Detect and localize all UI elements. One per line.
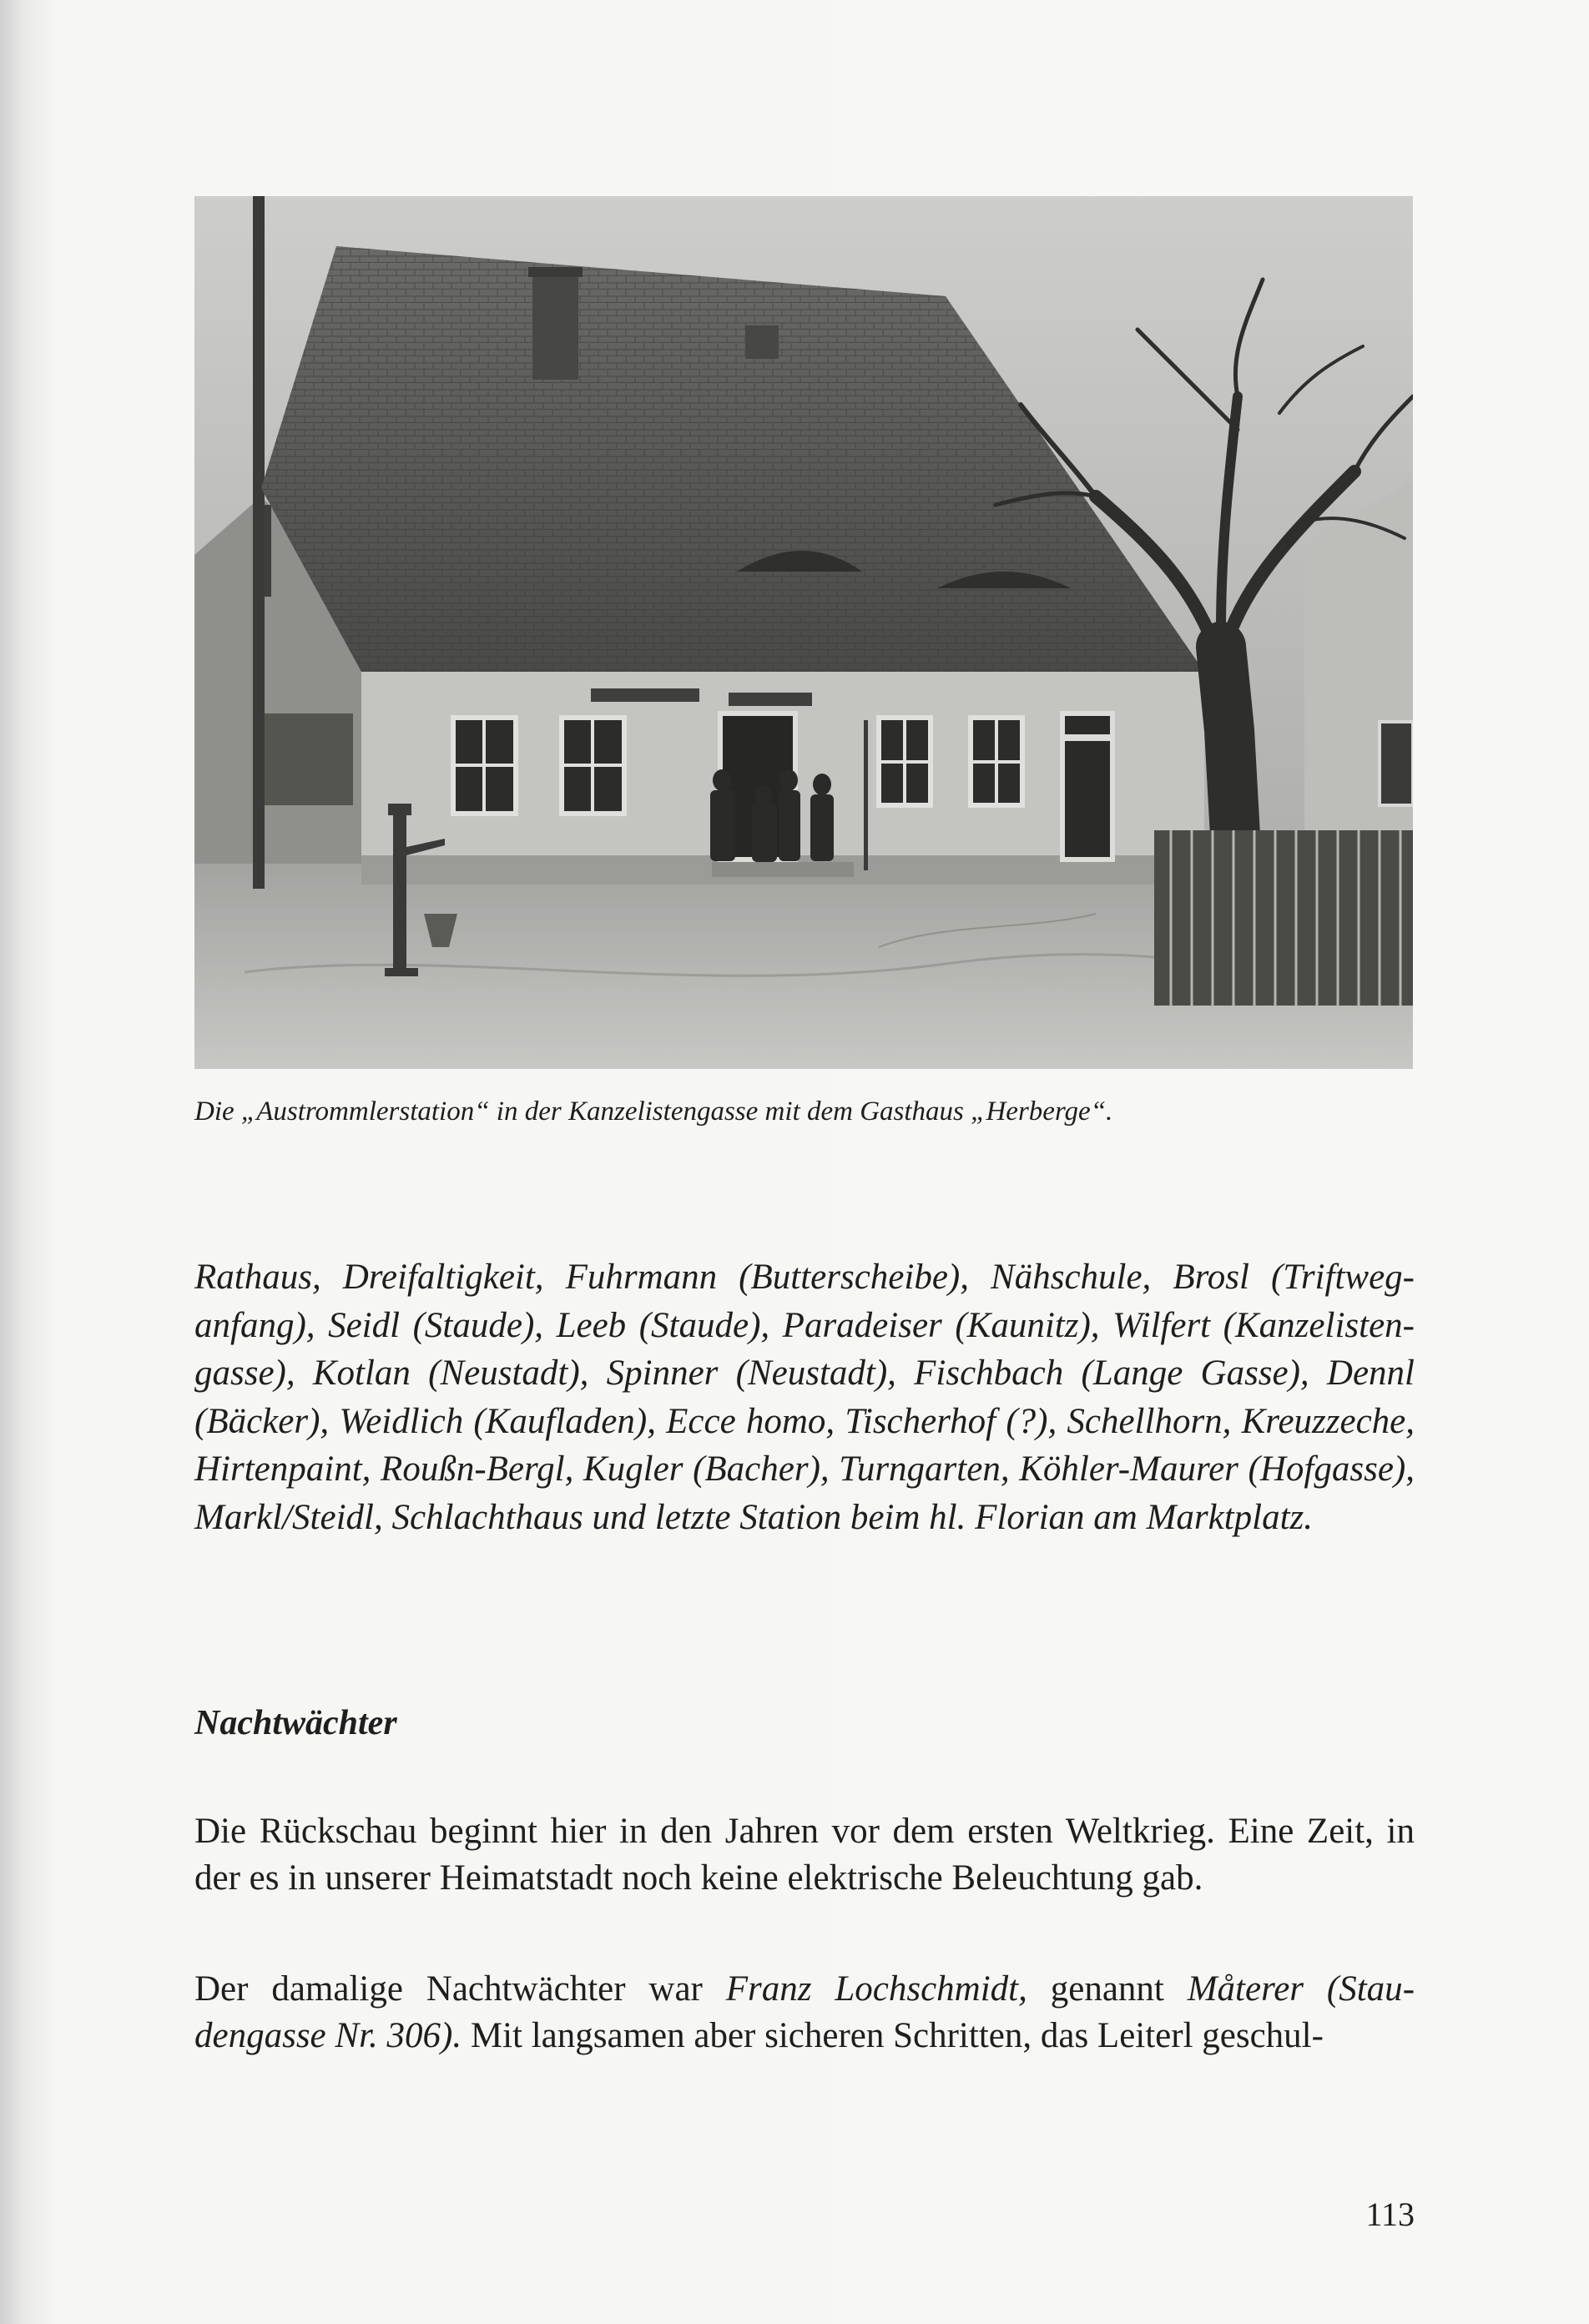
body-paragraph-2 — [194, 1966, 1415, 2059]
pole — [253, 196, 265, 889]
section-heading: Nachtwächter — [194, 1704, 397, 1742]
photo-caption: Die „Austrommlerstation“ in der Kanzelistengasse mit dem Gasthaus „Herberge“. — [194, 1096, 1113, 1127]
page-number: 113 — [1365, 2195, 1415, 2233]
paragraph2-text-1: Der damalige Nachtwächter war — [194, 1969, 726, 2009]
paragraph2-text-2: genannt — [1027, 1969, 1188, 2009]
paragraph2-text-3: Mit langsamen aber sicheren Schritten, das Leiterl geschul- — [462, 2016, 1324, 2055]
nightwatchman-nickname: Måterer (Staudengasse Nr. 306). — [194, 1969, 1415, 2055]
photo-illustration — [194, 196, 1413, 1069]
body-paragraph-1: Die Rückschau beginnt hier in den Jahren vor dem ersten Weltkrieg. Eine Zeit, in der es in unserer Heimatstadt noch keine elektrische Beleuchtung gab. — [194, 1812, 1415, 1898]
nightwatchman-name: Franz Lochschmidt, — [725, 1969, 1027, 2009]
stations-paragraph: Rathaus, Dreifaltigkeit, Fuhrmann (Butterscheibe), Nähschule, Brosl (Triftweganfang), Seidl (Staude), Leeb (Staude), Paradeiser (Kaunitz), Wilfert (Kanzelistengasse), Kotlan (Neustadt), Spinner (Neustadt), Fischbach (Lange Gasse), Dennl (Bäcker), Weidlich (Kaufladen), Ecce homo, Tischerhof (?), Schellhorn, Kreuzzeche, Hirtenpaint, Roußn-Bergl, Kugler (Bacher), Turngarten, Köhler-Maurer (Hofgasse), Markl/Steidl, Schlachthaus und letzte Station beim hl. Florian am Marktplatz. — [194, 1258, 1415, 1537]
historic-photo — [194, 196, 1413, 1069]
